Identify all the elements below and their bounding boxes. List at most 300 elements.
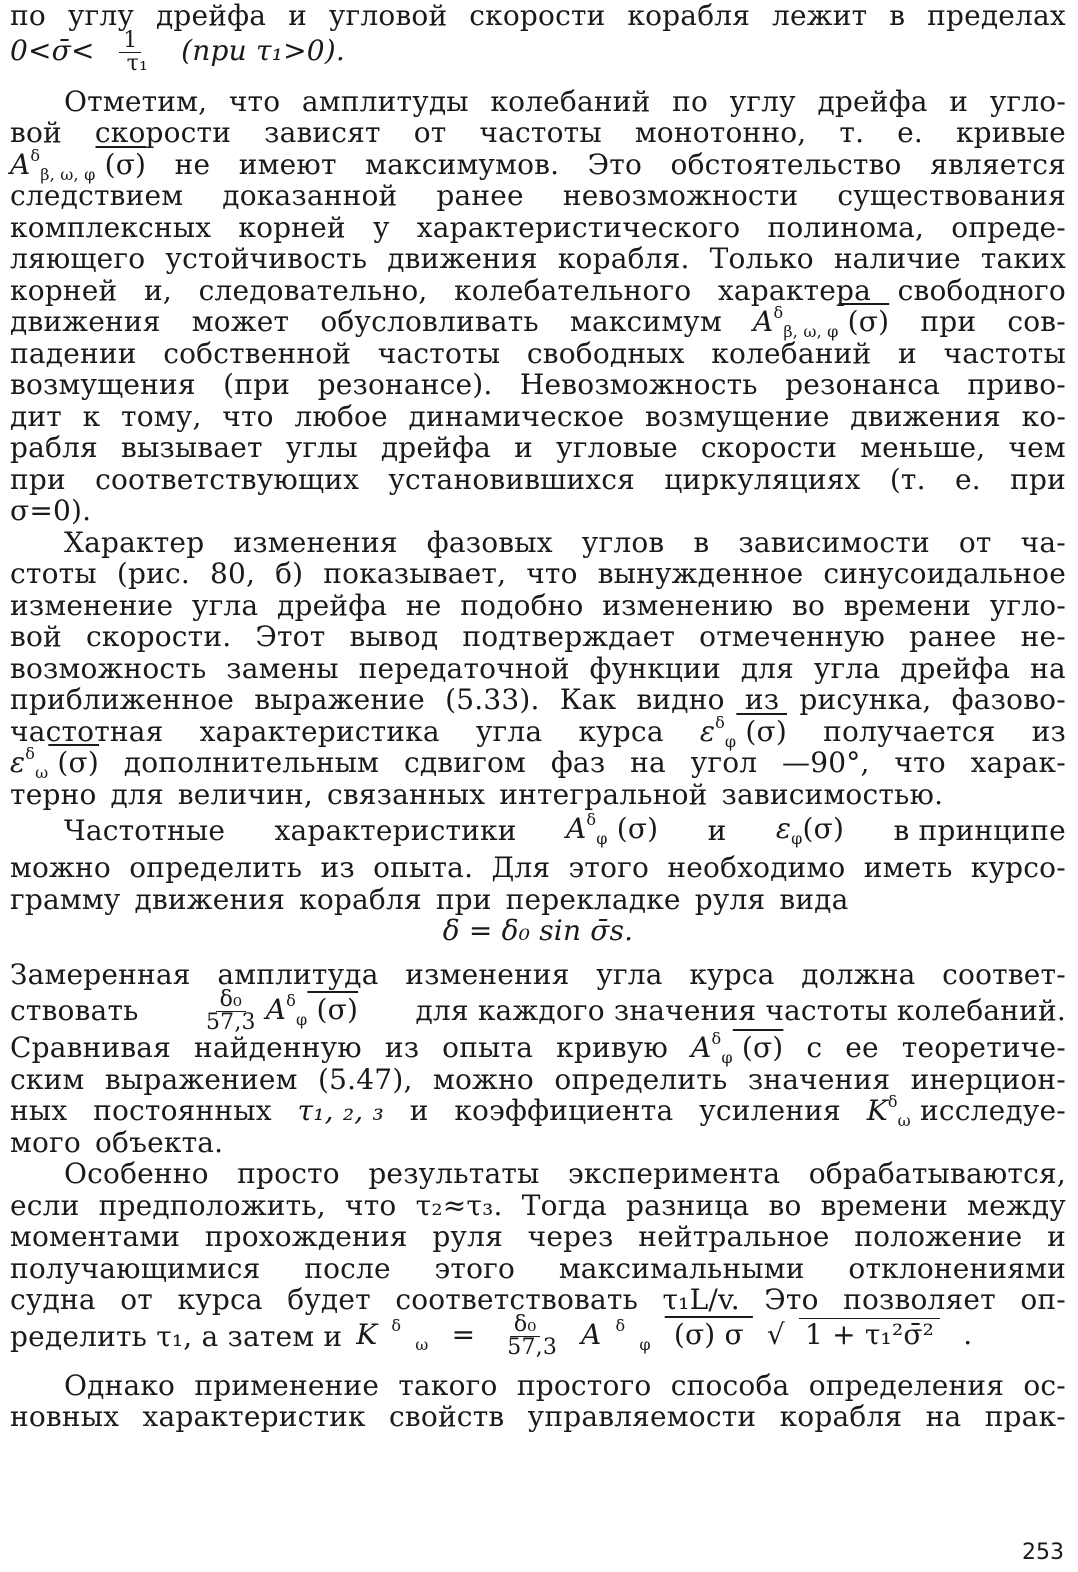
word: выражением	[104, 1062, 298, 1096]
word: видно	[636, 683, 725, 716]
p6-line-1	[10, 1029, 1066, 1067]
word: результаты	[368, 1157, 540, 1190]
word: времени	[820, 1188, 949, 1222]
word: этого	[434, 1251, 516, 1285]
word: резонанса	[785, 368, 940, 401]
word: простого	[516, 1368, 652, 1402]
word: е.	[954, 462, 981, 496]
word: из	[320, 851, 355, 884]
math-epsilon: ε	[699, 714, 716, 748]
word: управляемости	[527, 1400, 757, 1433]
word: не	[174, 147, 211, 181]
word: из	[384, 1031, 420, 1064]
word: вой	[10, 116, 62, 149]
p2-line-14	[10, 495, 1066, 527]
word: просто	[237, 1157, 340, 1190]
word: чем	[1008, 431, 1066, 464]
word: угловой	[328, 0, 448, 32]
word: колебаний	[490, 84, 651, 118]
word: колебательного	[454, 273, 692, 307]
word: обусловливать	[320, 305, 539, 338]
word: приво-	[967, 368, 1066, 401]
word: моментами	[10, 1220, 181, 1253]
word: прак-	[984, 1400, 1066, 1433]
word: Сравнивая	[10, 1031, 172, 1064]
word: свободного	[897, 273, 1066, 307]
word: следствием	[10, 179, 184, 212]
p3-line-6	[10, 684, 1066, 716]
word: колебаний	[711, 336, 872, 370]
word: можно	[433, 1062, 534, 1096]
word: может	[191, 305, 290, 338]
math-A: A	[565, 812, 587, 846]
formula-delta: δ = δ₀ sin σ̄s.	[442, 914, 634, 947]
word: и	[707, 814, 727, 848]
word: вывод	[349, 620, 439, 653]
math-K: K	[866, 1094, 888, 1127]
word: соответ-	[942, 957, 1066, 991]
word: необходимо	[667, 851, 846, 884]
word: возмущения	[10, 368, 196, 401]
word: во	[768, 1188, 802, 1222]
word: этого	[568, 851, 650, 884]
word: кривую	[556, 1031, 669, 1064]
fraction-numerator: δ₀	[216, 989, 246, 1012]
word: разница	[626, 1188, 750, 1222]
word: по	[10, 0, 46, 32]
word: применение	[194, 1368, 380, 1402]
word: подтверждает	[462, 620, 676, 653]
word: лежит	[772, 0, 868, 32]
word: свободных	[526, 336, 685, 370]
word: (при	[223, 368, 291, 401]
fraction-numerator: 1	[119, 30, 141, 53]
tau-123: τ₁, ₂, ₃	[297, 1094, 384, 1127]
word: падении	[10, 336, 137, 370]
sigma-arg: (σ)	[607, 812, 659, 846]
p3-line-7	[10, 712, 1066, 751]
word: интегральной	[499, 777, 708, 811]
fraction-numerator: δ₀	[510, 1314, 540, 1337]
p2-line-6	[10, 243, 1066, 275]
word: ча-	[1020, 525, 1066, 559]
word: что	[526, 557, 578, 590]
word: угла	[813, 651, 881, 685]
word: курса	[578, 714, 664, 748]
word: во	[791, 588, 826, 622]
sigma-arg: (σ)	[732, 1031, 784, 1064]
p2-line-2	[10, 117, 1066, 149]
word: имеют	[238, 147, 337, 181]
p2-line-10	[10, 369, 1066, 401]
p2-line-12	[10, 432, 1066, 464]
superscript: δ	[715, 712, 725, 732]
condition: (при τ₁>0).	[172, 34, 345, 67]
p4-line-2	[10, 852, 1066, 884]
subscript: ω	[415, 1335, 429, 1354]
word: свойств	[389, 1400, 505, 1433]
word: терно	[10, 777, 97, 811]
word: углы	[285, 431, 358, 464]
word: (5.33).	[445, 683, 540, 716]
word: не	[405, 588, 442, 622]
word: для	[110, 777, 164, 811]
word: значения	[747, 1062, 891, 1096]
word: что	[222, 399, 274, 433]
word: угло-	[989, 588, 1066, 622]
word: и	[514, 431, 533, 464]
word: Только	[709, 242, 814, 275]
word: угло-	[989, 84, 1066, 118]
word: прохождения	[204, 1220, 408, 1253]
word: по	[672, 84, 708, 118]
subscript: ω	[35, 763, 49, 782]
word: характеристик	[142, 1400, 366, 1433]
word: не-	[1020, 620, 1066, 653]
word: курса	[689, 957, 775, 991]
word: таких	[980, 242, 1066, 275]
word: дрейфа	[817, 84, 928, 118]
fraction-denominator: τ₁	[126, 51, 149, 76]
word: если	[10, 1188, 80, 1222]
word: Однако	[64, 1368, 176, 1402]
word: характеристического	[416, 210, 741, 244]
word: частоты	[377, 336, 501, 370]
word: передаточной	[358, 651, 570, 685]
word: можно	[10, 851, 111, 884]
math-K: K	[356, 1318, 378, 1351]
word: найденную	[194, 1031, 362, 1064]
word: скорости	[700, 431, 838, 464]
word: (рис.	[116, 557, 190, 590]
word: Это	[764, 1283, 819, 1316]
word: руля	[694, 882, 766, 916]
word: Особенно	[64, 1157, 209, 1190]
word: фаз	[550, 746, 606, 779]
p2-line-3	[10, 145, 1066, 184]
word: опыта.	[373, 851, 474, 884]
word: устойчивость	[165, 242, 368, 275]
math-A-phi	[565, 810, 659, 849]
word: дит	[10, 399, 62, 433]
word: любое	[294, 399, 388, 433]
radical-sign: √	[766, 1318, 785, 1351]
word: ляющего	[10, 242, 146, 275]
word: опреде-	[951, 210, 1066, 244]
p4-line-1	[10, 810, 1066, 852]
word: собственной	[163, 336, 352, 370]
word: из	[1031, 714, 1066, 748]
word: Характер	[64, 525, 205, 559]
word: максимум	[569, 305, 722, 338]
word: что	[228, 84, 281, 118]
word: теоретиче-	[901, 1031, 1066, 1064]
sigma-arg: (σ)	[307, 992, 359, 1026]
word: амплитуды	[301, 84, 469, 118]
word: дрейфа	[900, 651, 1011, 685]
word: Замеренная	[10, 957, 191, 991]
p2-line-7	[10, 275, 1066, 307]
word: т.	[839, 116, 865, 149]
word: возмущение	[644, 399, 830, 433]
superscript: δ	[25, 744, 36, 763]
word: к	[82, 399, 101, 433]
word: функции	[589, 651, 721, 685]
p3-line-2	[10, 558, 1066, 590]
word: определения	[808, 1368, 1005, 1402]
p2-line-1	[10, 86, 1066, 118]
word: ных	[10, 1094, 68, 1127]
word: замены	[226, 651, 339, 685]
word: позволяет	[843, 1283, 996, 1316]
word: корабля.	[557, 242, 690, 275]
word: при	[1010, 462, 1066, 496]
math-amplitude-scaled	[196, 986, 359, 1035]
word: дрейфа	[277, 588, 388, 622]
word: выражение	[254, 683, 425, 716]
word: циркуляциях	[664, 462, 861, 496]
word: установившихся	[388, 462, 635, 496]
word: харак-	[970, 746, 1066, 779]
word: и,	[144, 273, 172, 307]
word: и	[1047, 1220, 1066, 1253]
word: приближенное	[10, 683, 235, 716]
word: связанных	[326, 777, 486, 811]
math-A: A	[10, 147, 31, 181]
p3-line-1	[10, 527, 1066, 559]
math-epsilon: ε	[10, 746, 26, 779]
word: τ₂≈τ₃.	[415, 1188, 503, 1222]
word: е.	[897, 116, 924, 149]
p3-line-9	[10, 779, 1066, 811]
p3-line-8	[10, 744, 1066, 782]
word: положение	[854, 1220, 1023, 1253]
word: после	[304, 1251, 391, 1285]
word: скорости	[94, 116, 232, 149]
word: угла	[475, 714, 543, 748]
word: и	[949, 84, 969, 118]
word: что	[894, 746, 946, 779]
formula-range	[10, 30, 345, 75]
p7-line-4	[10, 1253, 1066, 1285]
word: движения	[850, 399, 1001, 433]
equals: =	[442, 1318, 476, 1351]
p2-line-13	[10, 464, 1066, 496]
word: частоты	[479, 116, 602, 149]
math-K-omega	[866, 1092, 1066, 1131]
fraction-denominator: 57,3	[507, 1335, 558, 1360]
word: объекта.	[94, 1125, 224, 1159]
word: существования	[837, 179, 1066, 212]
word: следовательно,	[198, 273, 428, 307]
p5-line-2	[10, 986, 1066, 1035]
word: из	[744, 683, 780, 716]
subscript: β, ω, φ	[40, 164, 96, 184]
word: при	[10, 462, 66, 496]
word: дополнительным	[123, 746, 380, 779]
word: частотная	[10, 714, 164, 748]
word: движения	[134, 882, 286, 916]
word: получающимися	[10, 1251, 261, 1285]
sigma-arg: (σ)	[802, 812, 845, 846]
math-eps-phi	[776, 813, 844, 849]
word: инерцион-	[910, 1062, 1066, 1096]
p8-line-2	[10, 1401, 1066, 1433]
word: рисунка,	[799, 683, 932, 716]
word: является	[930, 147, 1066, 181]
p2-line-4	[10, 180, 1066, 212]
word: и	[898, 336, 917, 370]
word: предположить,	[98, 1188, 326, 1222]
p3-line-3	[10, 590, 1066, 622]
p2-line-9	[10, 338, 1066, 370]
word: 80,	[209, 557, 256, 590]
word: углу	[729, 84, 796, 118]
word: возможность	[10, 651, 207, 685]
word: Это	[587, 147, 643, 181]
word: способа	[670, 1368, 790, 1402]
word: ко-	[1021, 399, 1066, 433]
word: ранее	[909, 620, 997, 653]
fraction-delta0	[489, 1314, 561, 1359]
word: показывает,	[323, 557, 507, 590]
word: угловые	[556, 431, 678, 464]
superscript: δ	[30, 145, 41, 165]
word: пределах	[927, 0, 1066, 32]
word: на	[1030, 651, 1066, 685]
p4-line-3	[10, 884, 1066, 916]
p7-line-2	[10, 1190, 1066, 1222]
word: Этот	[255, 620, 326, 653]
word: мого	[10, 1125, 81, 1159]
word: получается	[823, 714, 996, 748]
word: что	[345, 1188, 397, 1222]
word: максимальными	[558, 1251, 805, 1285]
word: движения	[387, 242, 538, 275]
superscript: δ	[887, 1092, 898, 1111]
word: подобно	[460, 588, 584, 622]
word: опыта	[442, 1031, 534, 1064]
word: вынужденное	[597, 557, 804, 590]
word: динамическое	[408, 399, 625, 433]
superscript: δ	[711, 1029, 722, 1048]
superscript: δ	[586, 810, 597, 830]
word: в	[889, 0, 906, 32]
sqrt-expression: 1 + τ₁²σ̄²	[799, 1318, 940, 1351]
word: ее	[845, 1031, 879, 1064]
page-number: 253	[1022, 1540, 1064, 1565]
word: перекладке	[505, 882, 681, 916]
word: (т.	[889, 462, 926, 496]
word: исследуе-	[910, 1094, 1066, 1127]
superscript: δ	[391, 1316, 402, 1335]
subscript: φ	[596, 829, 608, 849]
word: невозможности	[562, 179, 799, 212]
word: и	[409, 1094, 429, 1127]
word: ределить τ₁, а затем и	[10, 1319, 343, 1353]
word: определить	[129, 851, 303, 884]
word: углу	[67, 0, 135, 32]
word: угла	[191, 588, 259, 622]
sigma-arg: (σ) σ	[664, 1318, 753, 1351]
word: амплитуда	[217, 957, 379, 991]
word: соответствовать	[395, 1283, 639, 1316]
word: через	[527, 1220, 614, 1253]
line-1	[10, 0, 1066, 32]
sigma-arg: (σ)	[838, 305, 890, 338]
word: для	[740, 651, 794, 685]
word: монотонно,	[634, 116, 807, 149]
word: корней	[10, 273, 118, 307]
word: обрабатываются,	[808, 1157, 1066, 1190]
word: (5.47),	[318, 1062, 413, 1096]
word: Отметим,	[64, 84, 208, 118]
word: от	[413, 116, 447, 149]
word: наличие	[833, 242, 961, 275]
word: курса	[177, 1283, 263, 1316]
word: при	[920, 305, 977, 338]
word: дрейфа	[155, 0, 267, 32]
superscript: δ	[286, 990, 297, 1010]
p2-line-5	[10, 212, 1066, 244]
word: синусоидальное	[823, 557, 1066, 590]
word: будет	[287, 1283, 371, 1316]
word: курсо-	[970, 851, 1066, 884]
word: изменения	[405, 957, 570, 991]
p2-line-8	[10, 303, 1066, 341]
word: сов-	[1007, 305, 1066, 338]
word: такого	[398, 1368, 498, 1402]
word: отмеченную	[699, 620, 886, 653]
word: при	[435, 882, 492, 916]
word: обстоятельство	[670, 147, 902, 181]
word: на	[925, 1400, 962, 1433]
word: ствовать	[10, 994, 139, 1028]
word: ским	[10, 1062, 85, 1096]
word: скорости	[469, 0, 606, 32]
word: корабля	[627, 0, 751, 32]
word: зависимостью.	[721, 777, 944, 811]
math-A: A	[753, 305, 774, 338]
formula-K-omega	[356, 1314, 972, 1359]
word: времени	[843, 588, 972, 622]
word: рабля	[10, 431, 98, 464]
word: характеристики	[274, 814, 517, 848]
p7-line-5	[10, 1284, 1066, 1316]
word: скорости.	[85, 620, 232, 653]
word: дрейфа	[380, 431, 492, 464]
word: изменение	[10, 588, 174, 622]
subscript: β, ω, φ	[783, 322, 839, 341]
p7-line-3	[10, 1221, 1066, 1253]
word: с	[806, 1031, 823, 1064]
superscript: δ	[615, 1316, 626, 1335]
fraction-one-over-tau	[109, 30, 152, 75]
word: ранее	[436, 179, 524, 212]
word: Как	[559, 683, 617, 716]
word: ос-	[1023, 1368, 1066, 1402]
word: изменению	[602, 588, 774, 622]
word: иметь	[863, 851, 953, 884]
word: доказанной	[222, 179, 398, 212]
word: комплексных	[10, 210, 212, 244]
p6-line-2	[10, 1064, 1066, 1096]
word: частоты	[943, 336, 1066, 370]
p6-line-4	[10, 1127, 1066, 1159]
subscript: φ	[639, 1335, 651, 1354]
word: Невозможность	[519, 368, 758, 401]
word: для каждого значения частоты колебаний.	[415, 994, 1066, 1028]
